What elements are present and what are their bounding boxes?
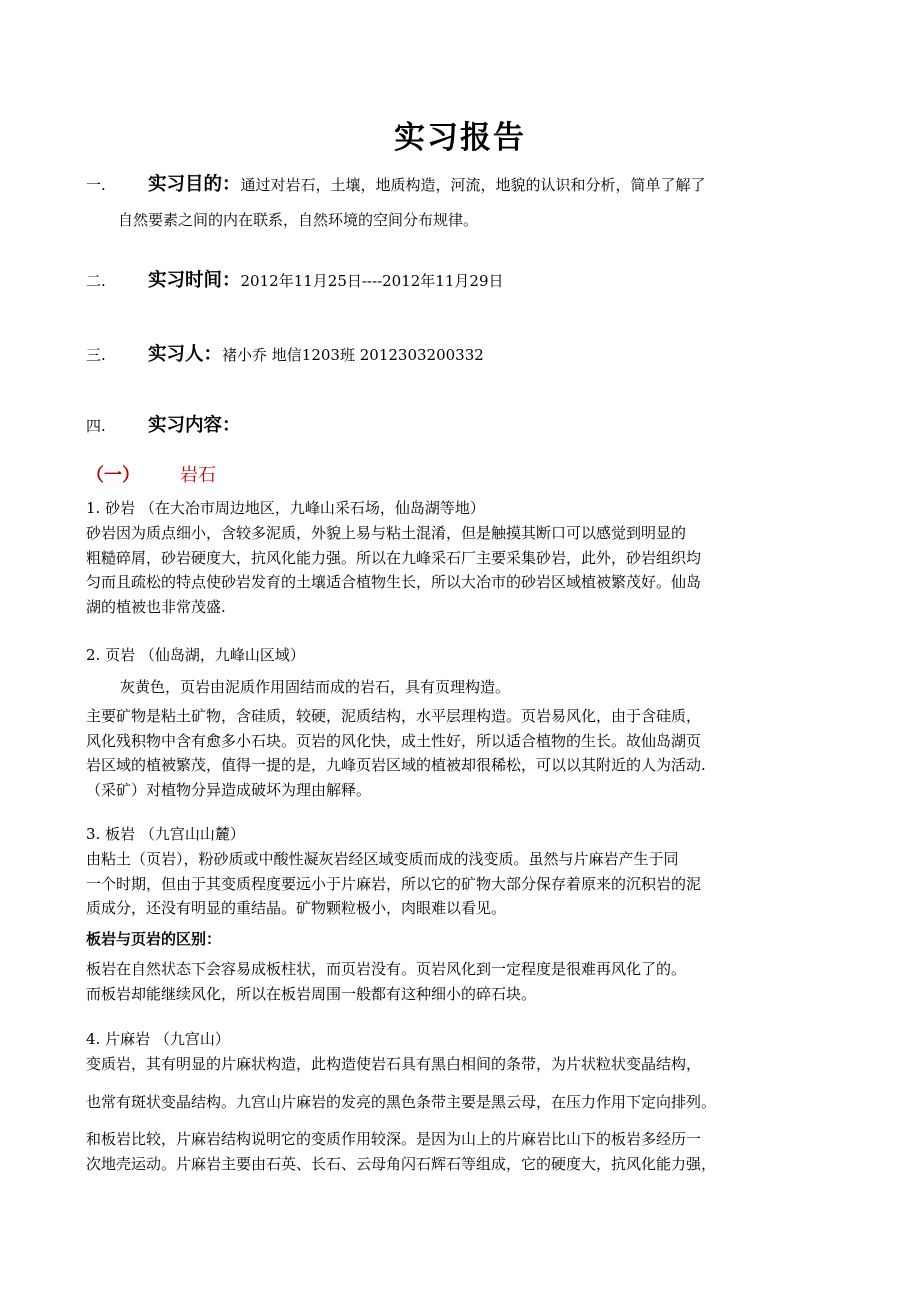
- paragraph-line: 主要矿物是粘土矿物，含硅质，较硬，泥质结构，水平层理构造。页岩易风化，由于含硅质，: [86, 707, 702, 725]
- slate-shale-diff-heading: 板岩与页岩的区别：: [86, 930, 222, 948]
- paragraph-line: 岩区域的植被繁茂，值得一提的是，九峰页岩区域的植被却很稀松，可以以其附近的人为活动.: [86, 756, 706, 774]
- slate-paragraph: [86, 847, 838, 921]
- paragraph-line: 由粘土（页岩），粉砂质或中酸性凝灰岩经区域变质而成的浅变质。虽然与片麻岩产生于同: [86, 850, 679, 868]
- section-text: 褚小乔 地信1203班 2012303200332: [222, 346, 484, 364]
- section-text: 2012年11月25日----2012年11月29日: [240, 272, 504, 290]
- section-heading: 实习人：: [148, 344, 223, 365]
- sandstone-title: 1. 砂岩 （在大冶市周边地区，九峰山采石场，仙岛湖等地）: [86, 499, 485, 517]
- paragraph-line: 质成分，还没有明显的重结晶。矿物颗粒极小，肉眼难以看见。: [86, 899, 507, 917]
- rocks-heading: [86, 461, 216, 487]
- gneiss-line-1: 变质岩，其有明显的片麻状构造，此构造使岩石具有黑白相间的条带，为片状粒状变晶结构，: [86, 1055, 702, 1073]
- section-number: 四.: [86, 417, 106, 435]
- shale-paragraph: [86, 704, 838, 802]
- section-person: [86, 344, 846, 366]
- paragraph-line: 湖的植被也非常茂盛.: [86, 597, 226, 616]
- section-number: 一.: [86, 176, 106, 194]
- paragraph-line: 砂岩因为质点细小，含较多泥质，外貌上易与粘土混淆，但是触摸其断口可以感觉到明显的: [86, 524, 687, 542]
- paragraph-line: 匀而且疏松的特点使砂岩发育的土壤适合植物生长，所以大冶市的砂岩区域植被繁茂好。仙岛: [86, 573, 702, 591]
- section-purpose-continuation: 自然要素之间的内在联系，自然环境的空间分布规律。: [118, 211, 479, 229]
- rocks-heading-number: （一）: [86, 465, 140, 486]
- shale-intro: 灰黄色，页岩由泥质作用固结而成的岩石，具有页理构造。: [120, 678, 511, 696]
- section-heading: 实习目的：: [148, 174, 241, 195]
- section-number: 二.: [86, 272, 106, 290]
- gneiss-title: 4. 片麻岩 （九宫山）: [86, 1030, 230, 1048]
- paragraph-line: 一个时期，但由于其变质程度要远小于片麻岩，所以它的矿物大部分保存着原来的沉积岩的泥: [86, 874, 702, 893]
- section-content: [86, 415, 846, 437]
- paragraph-line: （采矿）对植物分异造成破坏为理由解释。: [86, 780, 372, 799]
- paragraph-line: 和板岩比较，片麻岩结构说明它的变质作用较深。是因为山上的片麻岩比山下的板岩多经历一: [86, 1130, 702, 1148]
- section-heading: 实习内容：: [148, 415, 241, 436]
- shale-title: 2. 页岩 （仙岛湖，九峰山区域）: [86, 646, 305, 664]
- paragraph-line: 粗糙碎屑，砂岩硬度大，抗风化能力强。所以在九峰采石厂主要采集砂岩，此外，砂岩组织均: [86, 548, 702, 567]
- section-time: [86, 270, 846, 292]
- sandstone-paragraph: [86, 521, 838, 619]
- paragraph-line: 次地壳运动。片麻岩主要由石英、长石、云母角闪石辉石等组成，它的硬度大，抗风化能力强，: [86, 1154, 717, 1173]
- page-title: 实习报告: [394, 120, 526, 156]
- slate-shale-diff-paragraph: [86, 957, 838, 1006]
- section-text: 通过对岩石，土壤，地质构造，河流，地貌的认识和分析，简单了解了: [240, 176, 706, 194]
- rocks-heading-label: 岩石: [180, 465, 216, 486]
- gneiss-paragraph: [86, 1127, 838, 1176]
- section-purpose: [86, 174, 846, 196]
- gneiss-line-2: 也常有斑状变晶结构。九宫山片麻岩的发亮的黑色条带主要是黑云母，在压力作用下定向排列。: [86, 1093, 717, 1111]
- slate-title: 3. 板岩 （九宫山山麓）: [86, 825, 245, 843]
- paragraph-line: 而板岩却能继续风化，所以在板岩周围一般都有这种细小的碎石块。: [86, 984, 537, 1003]
- paragraph-line: 风化残积物中含有愈多小石块。页岩的风化快，成土性好，所以适合植物的生长。故仙岛湖页: [86, 731, 702, 750]
- section-heading: 实习时间：: [148, 270, 241, 291]
- paragraph-line: 板岩在自然状态下会容易成板柱状，而页岩没有。页岩风化到一定程度是很难再风化了的。: [86, 960, 687, 978]
- section-number: 三.: [86, 346, 106, 364]
